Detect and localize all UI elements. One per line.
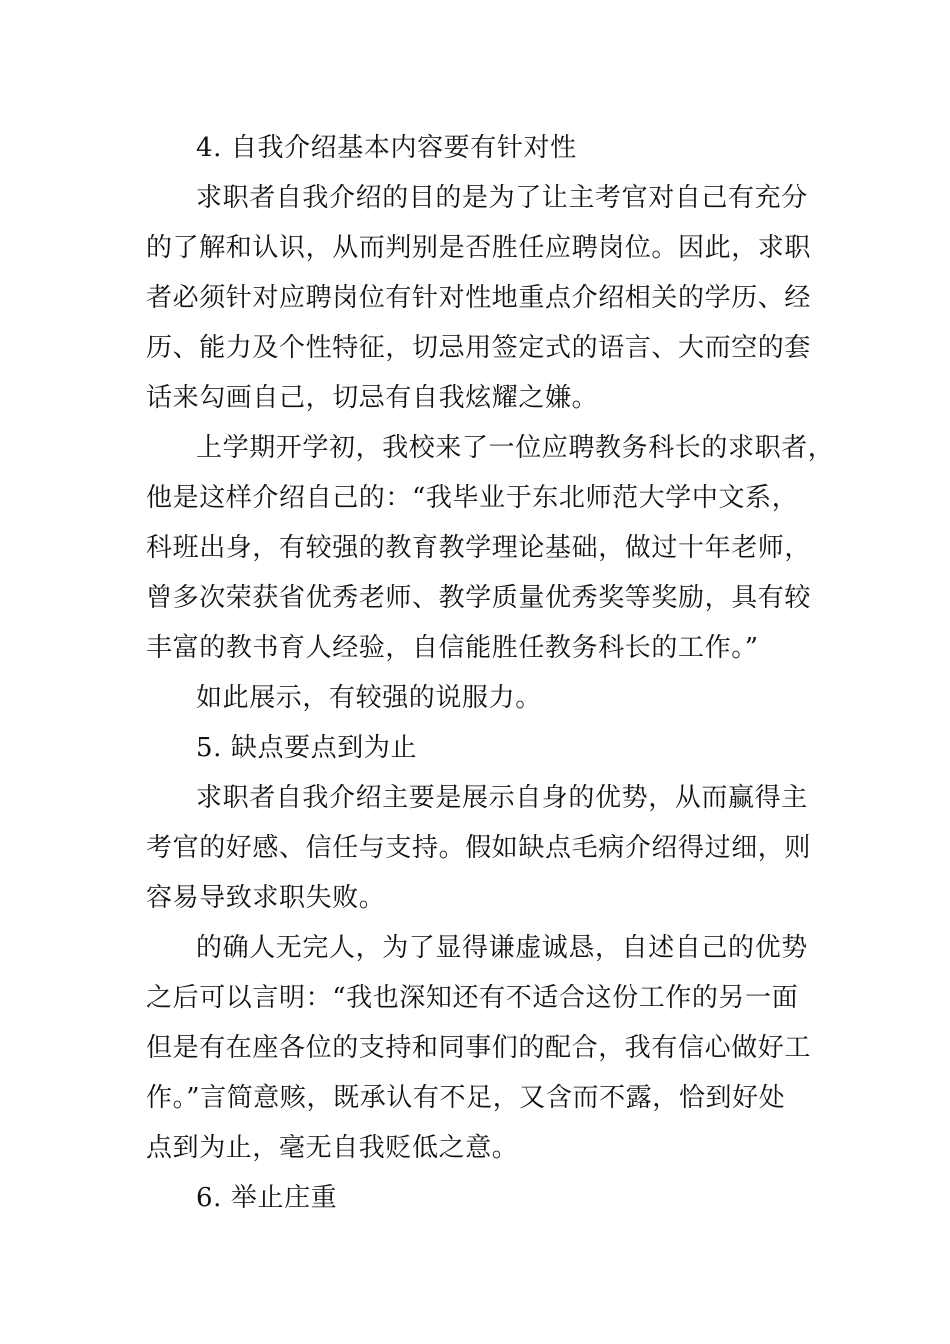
section-heading-6: 6. 举止庄重 [196,1183,338,1213]
paragraph-line: 求职者自我介绍主要是展示自身的优势，从而赢得主 [196,783,808,813]
paragraph-line: 的确人无完人，为了显得谦虚诚恳，自述自己的优势 [196,933,808,963]
paragraph-line: 话来勾画自己，切忌有自我炫耀之嫌。 [146,383,599,413]
paragraph-line: 者必须针对应聘岗位有针对性地重点介绍相关的学历、经 [146,283,812,313]
paragraph-line: 容易导致求职失败。 [146,883,386,913]
paragraph-line: 上学期开学初，我校来了一位应聘教务科长的求职者， [196,433,835,463]
paragraph-line: 他是这样介绍自己的：“我毕业于东北师范大学中文系， [146,483,799,513]
paragraph-line: 点到为止，毫无自我贬低之意。 [146,1133,519,1163]
paragraph-line: 历、能力及个性特征，切忌用签定式的语言、大而空的套 [146,333,812,363]
paragraph-line: 如此展示，有较强的说服力。 [196,683,542,713]
paragraph-line: 丰富的教书育人经验，自信能胜任教务科长的工作。” [146,633,759,663]
paragraph-line: 求职者自我介绍的目的是为了让主考官对自己有充分 [196,183,808,213]
paragraph-line: 科班出身，有较强的教育教学理论基础，做过十年老师， [146,533,812,563]
section-heading-5: 5. 缺点要点到为止 [196,733,418,763]
section-heading-4: 4. 自我介绍基本内容要有针对性 [196,133,577,163]
paragraph-line: 但是有在座各位的支持和同事们的配合，我有信心做好工 [146,1033,812,1063]
paragraph-line: 考官的好感、信任与支持。假如缺点毛病介绍得过细，则 [146,833,812,863]
paragraph-line: 的了解和认识，从而判别是否胜任应聘岗位。因此，求职 [146,233,812,263]
paragraph-line: 之后可以言明：“我也深知还有不适合这份工作的另一面 [146,983,799,1013]
paragraph-line: 曾多次荣获省优秀老师、教学质量优秀奖等奖励，具有较 [146,583,812,613]
paragraph-line: 作。”言简意赅，既承认有不足，又含而不露，恰到好处 [146,1083,786,1113]
